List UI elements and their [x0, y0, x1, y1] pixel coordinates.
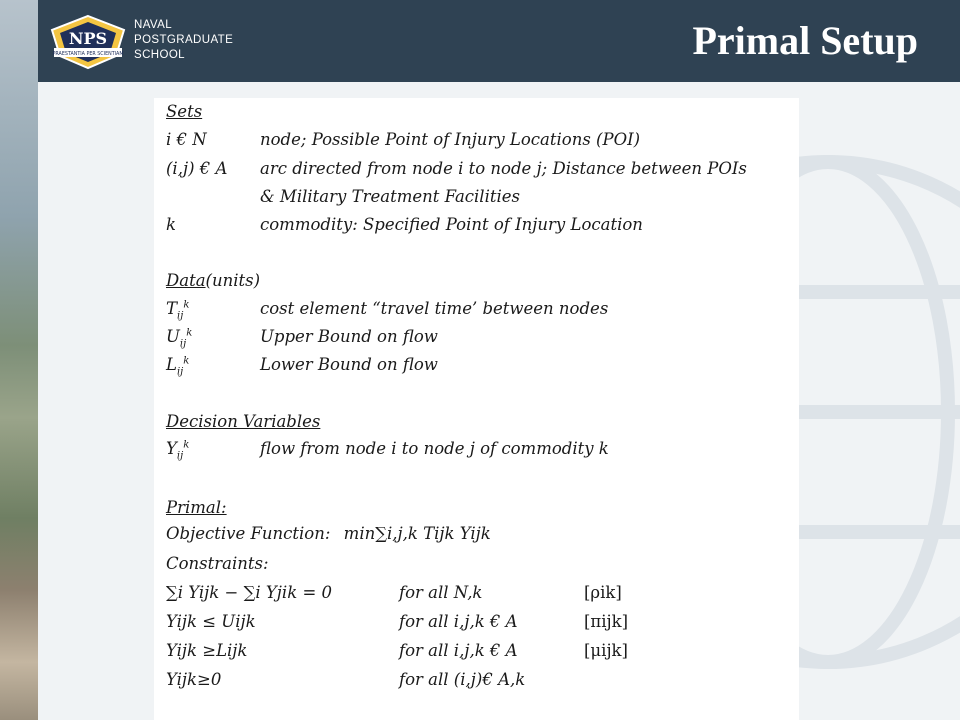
slide-header [38, 0, 960, 82]
constraint-scope: for all N,k [399, 583, 483, 602]
set-desc: arc directed from node i to node j; Distance between POIs [260, 159, 747, 178]
data-row [166, 355, 438, 378]
school-name [134, 18, 233, 63]
constraint-scope: for all (i,j)€ A,k [399, 670, 526, 689]
constraint-row [166, 670, 526, 689]
data-symbol: $U_{ij}^k$ [166, 327, 193, 350]
constraints-label: Constraints: [166, 554, 269, 573]
school-line-1: NAVAL [134, 19, 173, 31]
constraint-expression: Yijk ≤ Uijk [166, 612, 256, 631]
data-heading-suffix: (units) [205, 271, 261, 290]
sets-row [166, 130, 641, 149]
constraint-dual: [μijk] [584, 641, 628, 660]
set-desc: commodity: Specified Point of Injury Location [260, 215, 643, 234]
data-row [166, 299, 609, 322]
constraint-row [166, 583, 622, 602]
constraint-expression: ∑i Yijk − ∑i Yjik = 0 [166, 583, 333, 602]
constraint-scope: for all i,j,k € A [399, 641, 518, 660]
decision-symbol: $Y_{ij}^k$ [166, 439, 190, 462]
sets-heading: Sets [166, 102, 203, 121]
set-symbol: (i,j) € A [166, 159, 228, 178]
set-desc: node; Possible Point of Injury Locations (POI) [260, 130, 641, 149]
logo-motto: PRAESTANTIA PER SCIENTIAM [52, 52, 124, 57]
constraint-scope: for all i,j,k € A [399, 612, 518, 631]
objective-expression: min∑i,j,k Tijk Yijk [343, 524, 491, 543]
constraint-dual: [ρik] [584, 583, 622, 602]
constraint-row [166, 612, 629, 631]
set-symbol: k [166, 215, 176, 234]
set-desc: & Military Treatment Facilities [260, 187, 520, 206]
logo-text: NPS [68, 29, 108, 48]
constraint-dual: [πijk] [584, 612, 629, 631]
decision-desc: flow from node i to node j of commodity k [260, 439, 609, 458]
slide-title: Primal Setup [692, 18, 918, 63]
sets-row [166, 159, 747, 178]
constraint-expression: Yijk≥0 [166, 670, 222, 689]
decision-heading: Decision Variables [166, 412, 321, 431]
left-photo-strip [0, 0, 38, 720]
constraint-expression: Yijk ≥Lijk [166, 641, 248, 660]
data-heading: Data [166, 271, 206, 290]
data-desc: cost element “travel time’ between nodes [260, 299, 609, 318]
data-heading-line [166, 271, 260, 290]
objective-line [166, 524, 491, 543]
data-row [166, 327, 438, 350]
data-symbol: $T_{ij}^k$ [166, 299, 190, 322]
school-line-2: POSTGRADUATE [134, 34, 234, 46]
primal-heading: Primal: [166, 498, 227, 517]
set-symbol: i € N [166, 130, 207, 149]
constraint-row [166, 641, 628, 660]
decision-row [166, 439, 609, 462]
sets-row [166, 215, 643, 234]
data-symbol: $L_{ij}^k$ [166, 355, 190, 378]
school-line-3: SCHOOL [134, 49, 185, 61]
data-desc: Lower Bound on flow [260, 355, 438, 374]
objective-label: Objective Function: [166, 524, 331, 543]
nps-logo [46, 12, 130, 72]
data-desc: Upper Bound on flow [260, 327, 438, 346]
